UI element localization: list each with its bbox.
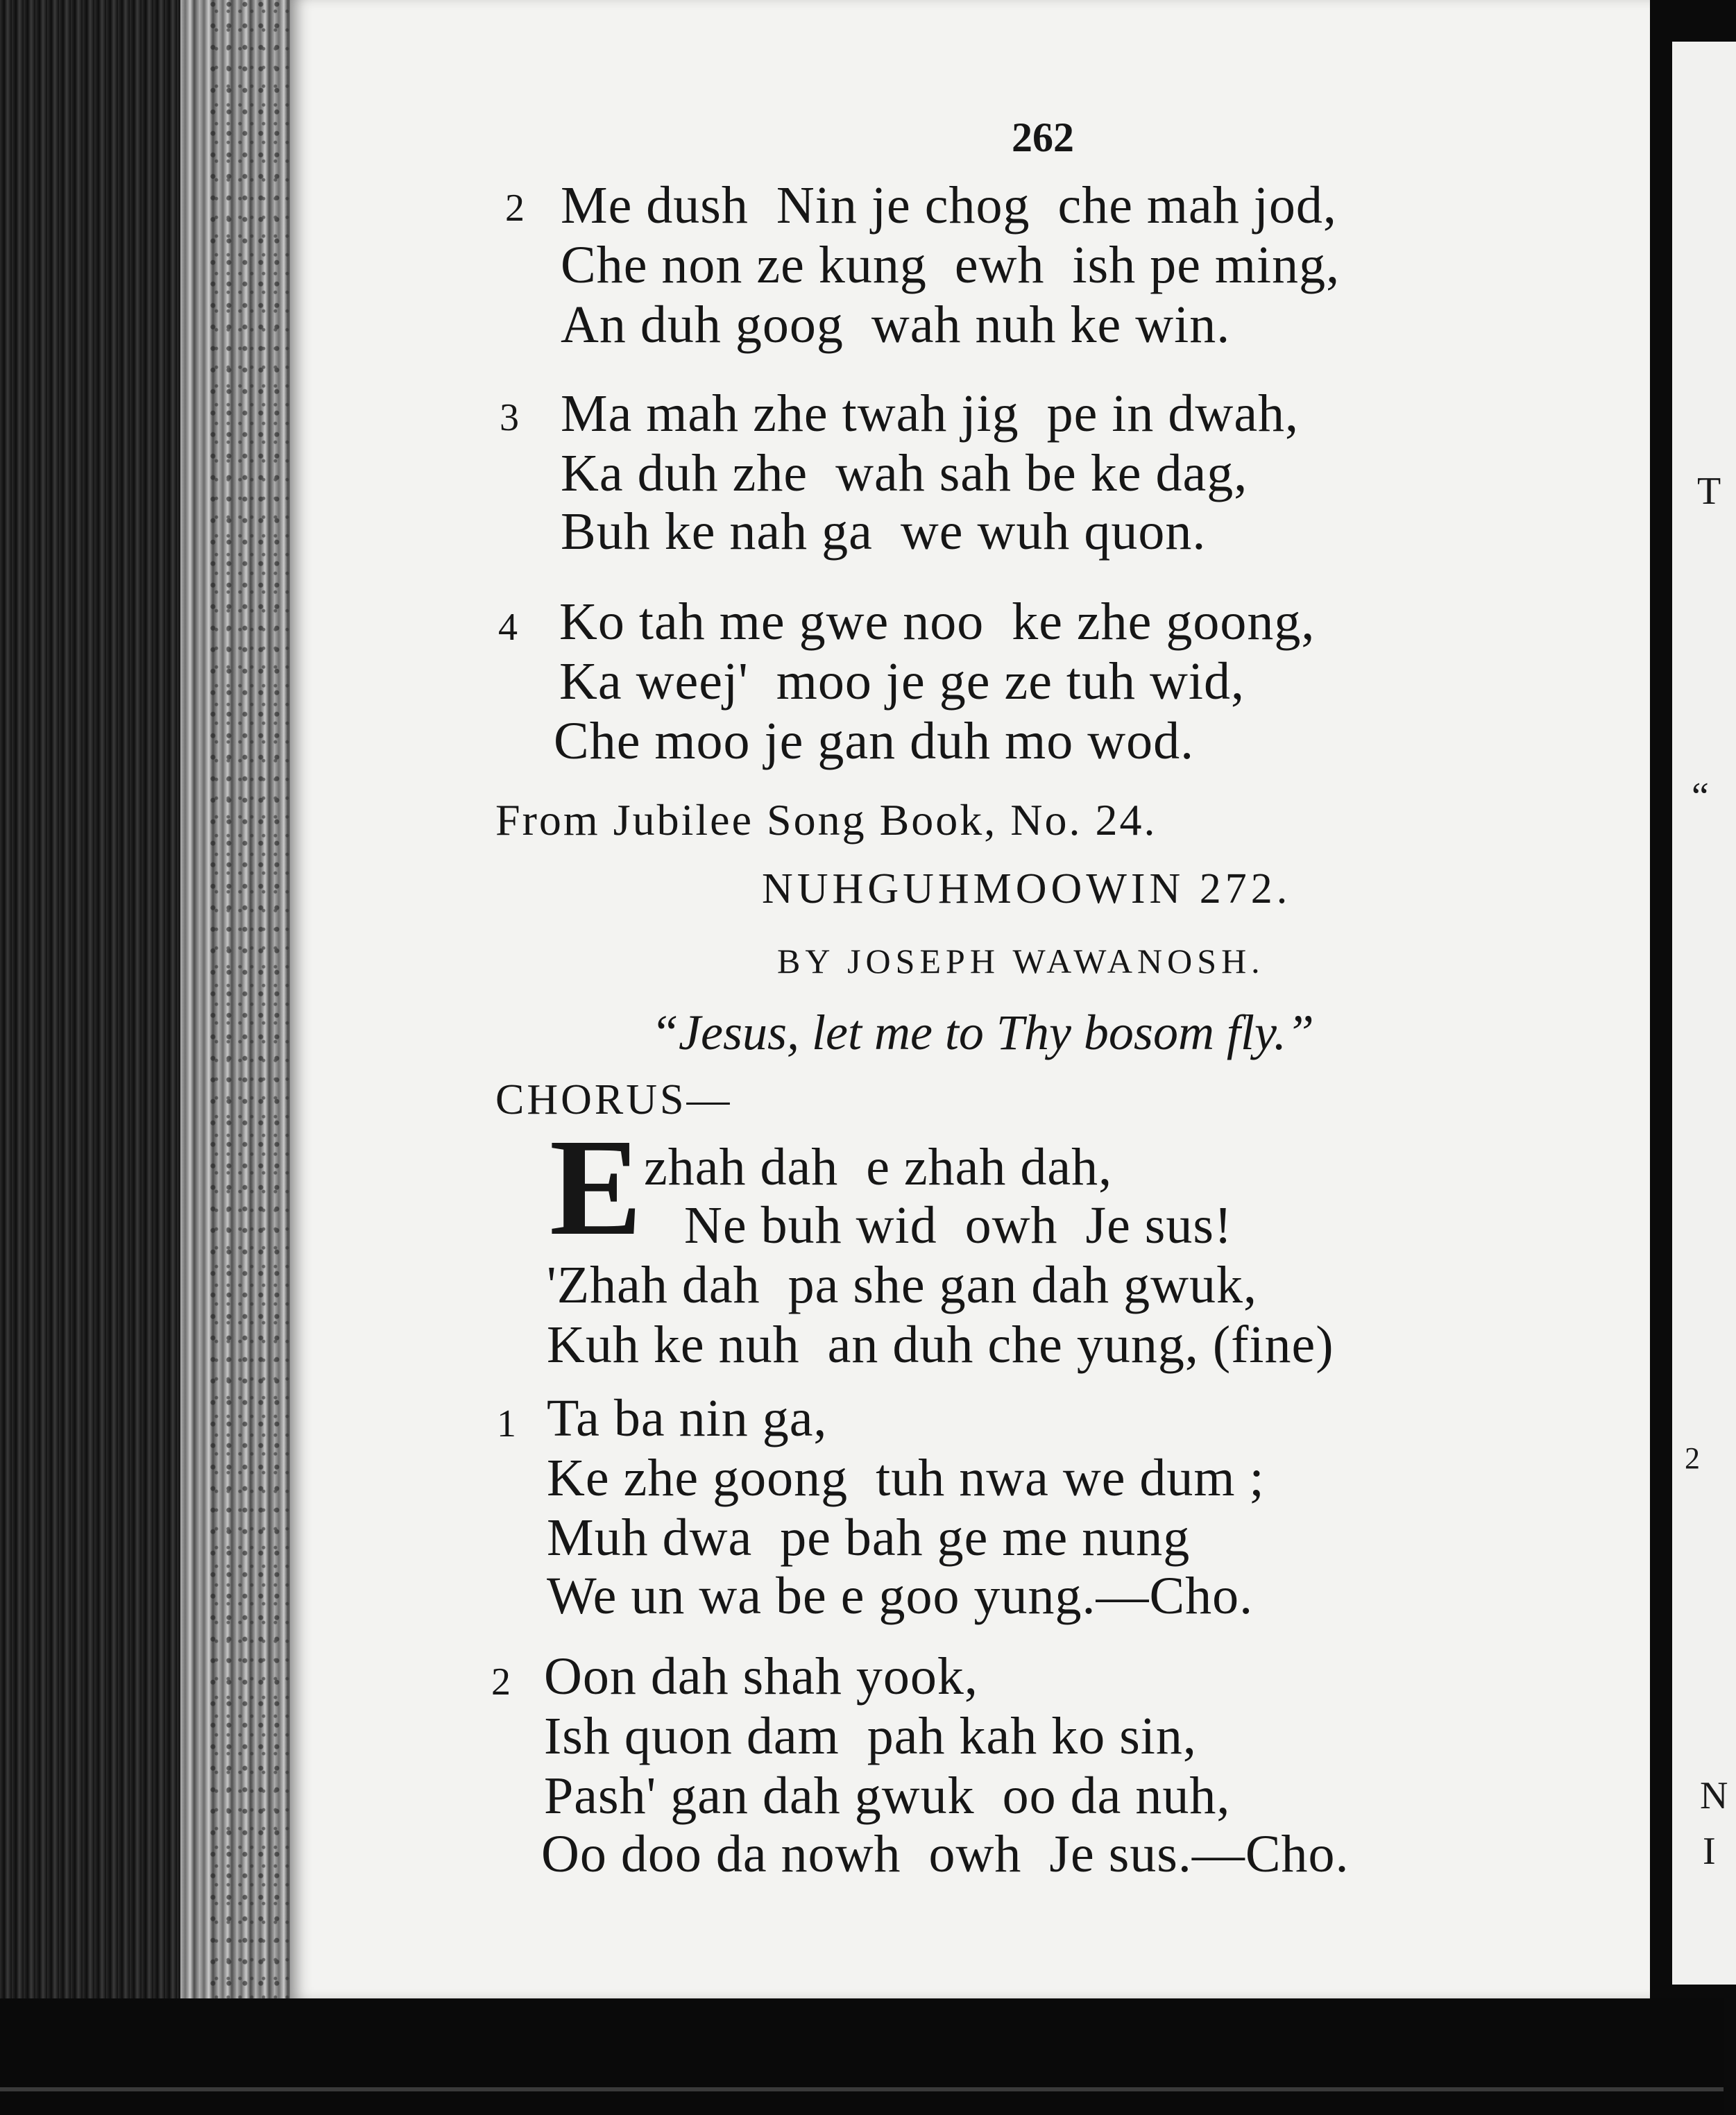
next-page-fragment: T: [1697, 470, 1721, 513]
chorus-label: CHORUS—: [495, 1076, 733, 1123]
verse-line: Me dush Nin je chog che mah jod,: [561, 176, 1337, 235]
verse-line: We un wa be e goo yung.—Cho.: [547, 1567, 1254, 1625]
verse-line: Oon dah shah yook,: [544, 1647, 978, 1706]
chorus-line: Kuh ke nuh an duh che yung, (fine): [547, 1316, 1334, 1374]
verse-line: Che moo je gan duh mo wod.: [554, 712, 1195, 770]
tune-line: “Jesus, let me to Thy bosom fly.”: [651, 1005, 1314, 1060]
hymn-title: NUHGUHMOOWIN 272.: [762, 865, 1292, 912]
chorus-line: 'Zhah dah pa she gan dah gwuk,: [547, 1256, 1257, 1314]
page-number: 262: [1012, 114, 1074, 160]
verse-number: 4: [498, 606, 518, 649]
drop-cap: E: [550, 1111, 643, 1264]
verse-line: Ka duh zhe wah sah be ke dag,: [561, 444, 1248, 502]
next-page-fragment: 2: [1685, 1441, 1700, 1475]
verse-line: Buh ke nah ga we wuh quon.: [561, 502, 1207, 561]
hymn-author: BY JOSEPH WAWANOSH.: [777, 942, 1265, 980]
verse-line: Ta ba nin ga,: [547, 1389, 828, 1447]
verse-line: Ko tah me gwe noo ke zhe goong,: [559, 593, 1316, 651]
verse-line: Oo doo da nowh owh Je sus.—Cho.: [541, 1825, 1350, 1883]
verse-line: Ma mah zhe twah jig pe in dwah,: [561, 384, 1300, 443]
verse-line: Ka weej' moo je ge ze tuh wid,: [559, 652, 1245, 711]
verse-line: Ke zhe goong tuh nwa we dum ;: [547, 1449, 1265, 1507]
chorus-line: Ne buh wid owh Je sus!: [684, 1196, 1233, 1255]
verse-line: Muh dwa pe bah ge me nung: [547, 1509, 1191, 1567]
verse-number: 3: [500, 396, 519, 439]
adjacent-page-edge: [1660, 42, 1736, 1985]
next-page-fragment: N: [1700, 1774, 1728, 1817]
verse-line: Ish quon dam pah kah ko sin,: [544, 1707, 1197, 1765]
book-page: [290, 0, 1650, 1998]
verse-number: 1: [497, 1402, 516, 1445]
chorus-line: zhah dah e zhah dah,: [644, 1138, 1113, 1196]
verse-number: 2: [505, 187, 525, 230]
verse-line: Pash' gan dah gwuk oo da nuh,: [544, 1767, 1231, 1825]
scanner-edge-line: [0, 2087, 1724, 2091]
verse-number: 2: [491, 1660, 511, 1704]
next-page-fragment: “: [1692, 775, 1709, 818]
verse-line: An duh goog wah nuh ke win.: [561, 296, 1231, 354]
source-line: From Jubilee Song Book, No. 24.: [495, 795, 1157, 844]
verse-line: Che non ze kung ewh ish pe ming,: [561, 236, 1341, 294]
binding-speckle: [208, 0, 291, 2115]
scanner-bed-shadow: [0, 1998, 1724, 2115]
next-page-fragment: I: [1703, 1830, 1716, 1873]
